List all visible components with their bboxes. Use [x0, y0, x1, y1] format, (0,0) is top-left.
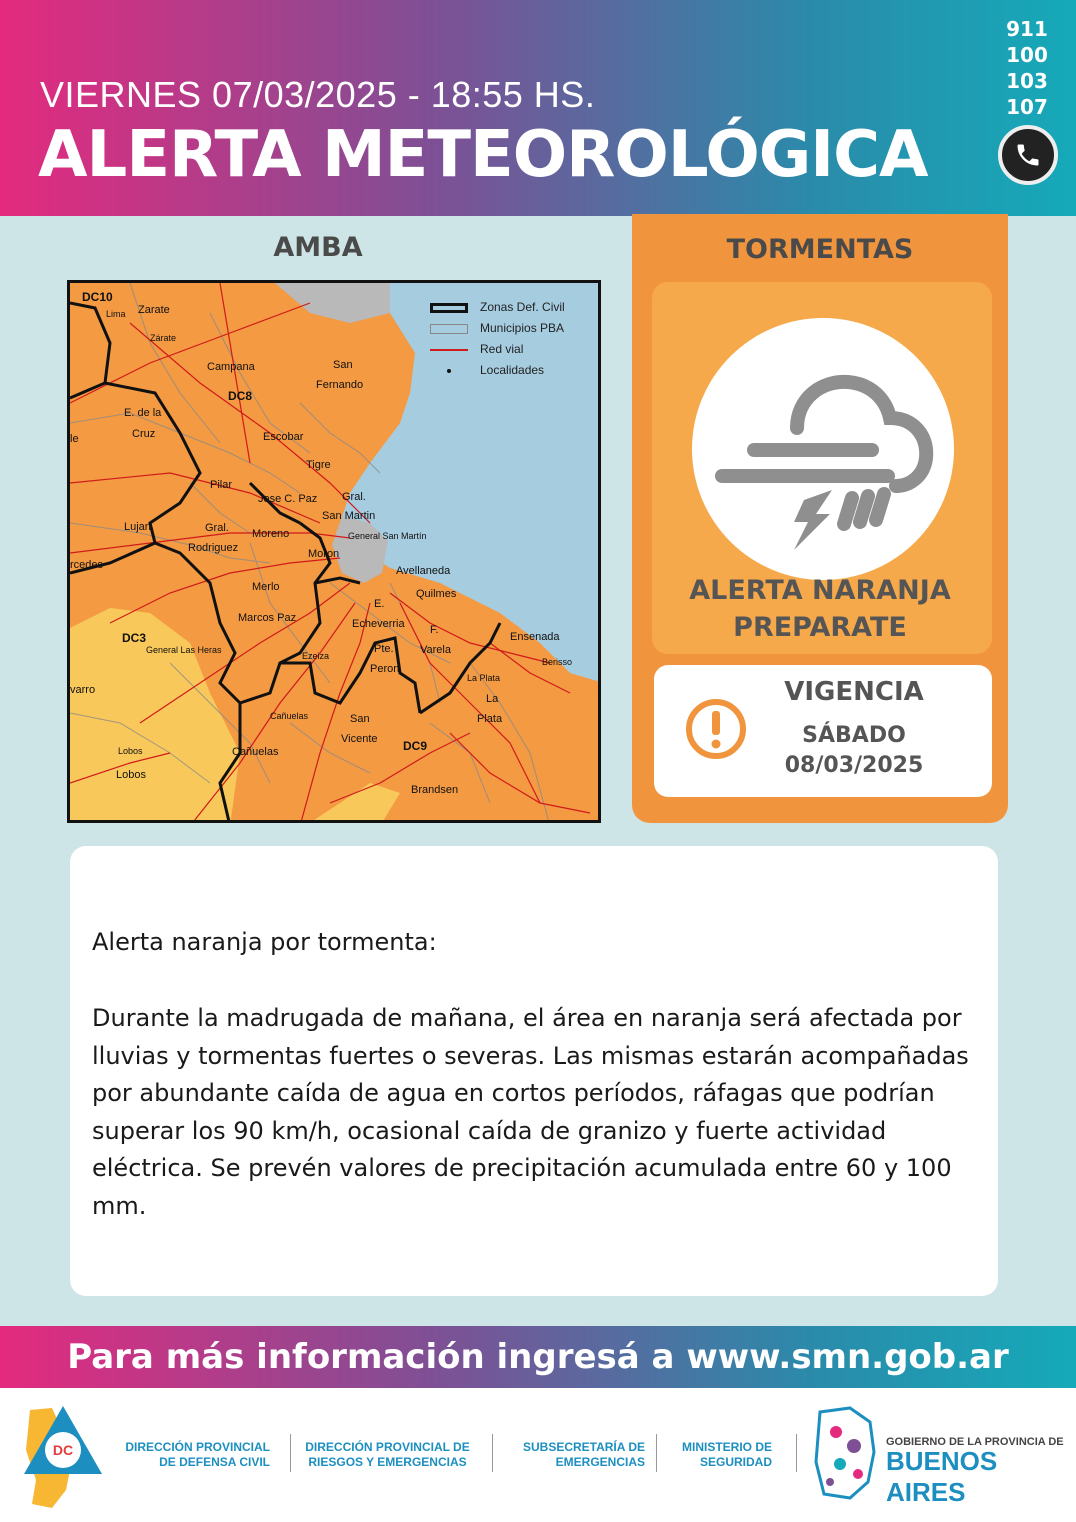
map-place: General Las Heras: [146, 645, 222, 655]
divider: [492, 1434, 493, 1472]
map-place: San Martin: [322, 510, 376, 522]
info-link[interactable]: Para más información ingresá a www.smn.gob.ar: [0, 1326, 1076, 1388]
map-place: Zarate: [138, 304, 170, 316]
zone-label: DC3: [122, 631, 147, 645]
warning-icon: [684, 697, 748, 761]
divider: [656, 1434, 657, 1472]
phone-icon: [998, 125, 1058, 185]
message-body: Durante la madrugada de mañana, el área en naranja será afectada por lluvias y tormentas fuertes o severas. Las mismas estarán acompañadas por abundante caída de agua en cortos períodos, ráfagas que podrían superar los 90 km/h, ocasional caída de granizo y fuerte actividad eléctrica. Se prevén valores de precipitación acumulada entre 60 y 100 mm.: [92, 1004, 969, 1220]
alert-date: VIERNES 07/03/2025 - 18:55 HS.: [40, 74, 596, 115]
map-place: La Plata: [467, 673, 501, 683]
map-place: Fernando: [316, 379, 364, 391]
dc-logo-text: DC: [52, 1442, 74, 1458]
map-place: General San Martín: [348, 531, 427, 541]
map-place: Campana: [207, 361, 255, 373]
divider: [290, 1434, 291, 1472]
message-box: [70, 846, 998, 1296]
map-place: E.: [374, 598, 385, 610]
map-place: Escobar: [263, 431, 304, 443]
divider: [796, 1434, 797, 1472]
phone-number[interactable]: 911: [1006, 17, 1048, 41]
map-place: Echeverria: [352, 618, 405, 630]
map-place: Ezeiza: [302, 651, 330, 661]
zone-label: DC9: [403, 739, 428, 753]
dept-emergencias: SUBSECRETARÍA DE EMERGENCIAS: [522, 1440, 645, 1469]
map-place: Jose C. Paz: [258, 493, 318, 505]
map-legend: Zonas Def. Civil Municipios PBA Red vial Localidades: [428, 297, 565, 381]
alert-level: ALERTA NARANJA PREPARATE: [689, 575, 951, 643]
map-place: Ensenada: [510, 631, 560, 643]
map-place: Cruz: [132, 428, 156, 440]
map-place: San: [333, 359, 353, 371]
dept-riesgos: DIRECCIÓN PROVINCIAL DE RIESGOS Y EMERGENCIAS: [305, 1440, 470, 1469]
phone-number[interactable]: 107: [1006, 95, 1048, 119]
dept-defensa-civil: DIRECCIÓN PROVINCIAL DE DEFENSA CIVIL: [125, 1440, 270, 1469]
alert-panel: [632, 214, 1008, 823]
emergency-phones: [1000, 16, 1054, 120]
alert-map: [67, 280, 601, 823]
gov-subtitle: GOBIERNO DE LA PROVINCIA DE: [886, 1436, 1064, 1448]
dept-seguridad: MINISTERIO DE SEGURIDAD: [681, 1440, 772, 1469]
map-place: Quilmes: [416, 588, 457, 600]
map-place: F.: [430, 624, 439, 636]
map-place: Gral.: [205, 522, 229, 534]
map-place: varro: [70, 684, 96, 696]
storm-icon: [692, 318, 954, 580]
logos-bar: [0, 1388, 1076, 1522]
map-place: Marcos Paz: [238, 612, 297, 624]
map-place: Tigre: [306, 459, 331, 471]
map-place: Lujan: [124, 521, 151, 533]
map-place: Lobos: [118, 746, 143, 756]
zone-label: DC10: [82, 290, 113, 304]
vigencia-box: [654, 665, 992, 797]
gov-title: BUENOS AIRES: [886, 1446, 998, 1507]
map-place: San: [350, 713, 370, 725]
map-place: Peron: [370, 663, 400, 675]
map-place: Cañuelas: [270, 711, 309, 721]
map-place: Merlo: [252, 581, 280, 593]
map-place: Varela: [420, 644, 451, 656]
map-place: Brandsen: [411, 784, 459, 796]
map-place: Pilar: [210, 479, 233, 491]
map-place: E. de la: [124, 407, 162, 419]
map-place: Lobos: [116, 769, 146, 781]
map-place: Pte.: [374, 643, 394, 655]
page-title: ALERTA METEOROLÓGICA: [38, 118, 928, 192]
map-place: Berisso: [542, 657, 573, 667]
vigencia-date: SÁBADO 08/03/2025: [784, 723, 924, 778]
map-place: La: [486, 693, 499, 705]
message-heading: Alerta naranja por tormenta:: [92, 928, 437, 956]
buenos-aires-emblem: [810, 1402, 880, 1502]
map-place: Lima: [106, 309, 126, 319]
map-place: Moreno: [252, 528, 290, 540]
map-place: Plata: [477, 713, 503, 725]
hazard-title: TORMENTAS: [726, 234, 914, 265]
map-place: Avellaneda: [396, 565, 451, 577]
defensa-civil-logo: [22, 1400, 104, 1510]
map-place: Gral.: [342, 491, 366, 503]
map-place: le: [70, 433, 79, 445]
map-place: Moron: [308, 548, 340, 560]
map-place: Rodriguez: [188, 542, 239, 554]
map-place: rcedes: [70, 559, 104, 571]
map-place: Vicente: [341, 733, 378, 745]
phone-number[interactable]: 103: [1006, 69, 1048, 93]
phone-number[interactable]: 100: [1006, 43, 1048, 67]
map-place: Zárate: [150, 333, 177, 343]
map-title: AMBA: [273, 232, 363, 263]
vigencia-title: VIGENCIA: [784, 677, 924, 707]
header-banner: [0, 0, 1076, 216]
map-place: Cañuelas: [232, 746, 279, 758]
zone-label: DC8: [228, 389, 253, 403]
